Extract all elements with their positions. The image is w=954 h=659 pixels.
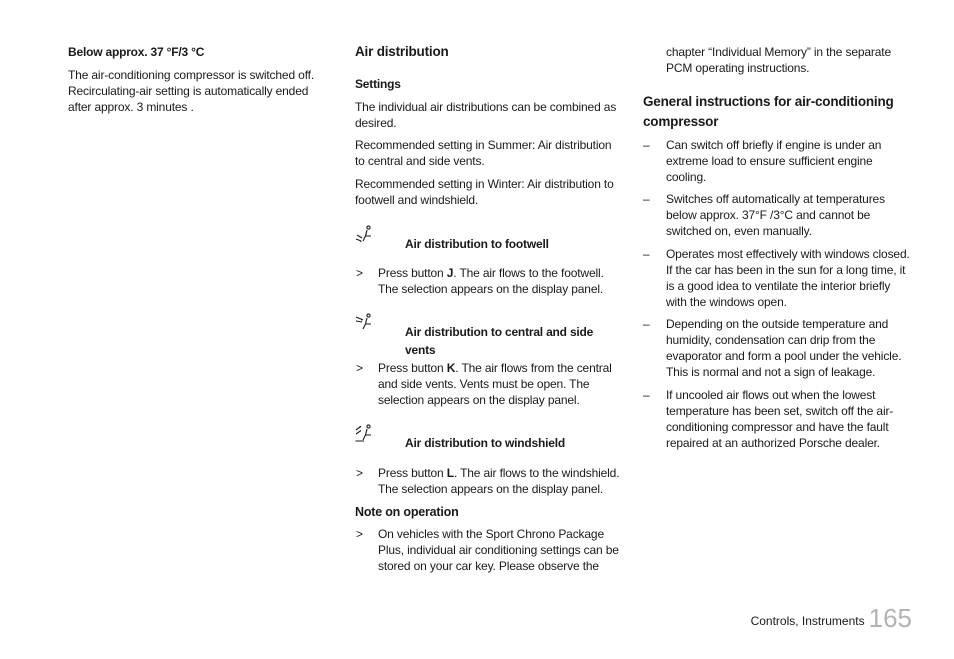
list-item-text: If uncooled air flows out when the lowest temperature has been set, switch off the air-conditioning compressor and have the fault repaired at an authorized Porsche dealer.	[666, 388, 894, 450]
air-central-side-vents-icon	[355, 313, 373, 331]
air-windshield-icon	[355, 424, 373, 442]
subheading-note-on-operation: Note on operation	[355, 505, 459, 519]
bullet-dash: –	[643, 247, 650, 261]
step-text: Press button	[378, 266, 447, 280]
button-key-k: K	[446, 361, 456, 375]
page-footer	[751, 604, 912, 632]
step-marker: >	[356, 266, 363, 280]
list-item	[643, 137, 913, 185]
air-footwell-icon	[355, 225, 373, 243]
paragraph-compressor-off: The air-conditioning compressor is switched off. Recirculating-air setting is automatically ended after approx. 3 minutes .	[68, 68, 315, 114]
list-item	[643, 316, 913, 380]
bullet-dash: –	[643, 317, 650, 331]
list-item	[643, 191, 913, 239]
step-text: Press button	[378, 361, 447, 375]
label-air-central-side-vents: Air distribution to central and side vents	[405, 325, 594, 357]
step-press-j	[355, 265, 623, 297]
step-text: . The air flows to the footwell. The selection appears on the display panel.	[378, 266, 604, 296]
paragraph-continuation: chapter “Individual Memory” in the separate PCM operating instructions.	[666, 45, 891, 75]
bullet-dash: –	[643, 138, 650, 152]
subheading-settings: Settings	[355, 77, 401, 91]
step-text: Press button	[378, 466, 447, 480]
label-air-windshield: Air distribution to windshield	[405, 436, 565, 450]
step-text: . The air flows to the windshield. The selection appears on the display panel.	[378, 466, 620, 496]
note-step	[355, 526, 623, 574]
step-text: . The air flows from the central and side vents. Vents must be open. The selection appears on the display panel.	[378, 361, 612, 407]
paragraph-combined: The individual air distributions can be combined as desired.	[355, 100, 617, 130]
step-marker: >	[356, 466, 363, 480]
list-item-text: Depending on the outside temperature and humidity, condensation can drip from the evaporator and form a pool under the vehicle. This is normal and not a sign of leakage.	[666, 317, 902, 379]
step-marker: >	[356, 361, 363, 375]
section-heading-general-instructions: General instructions for air-conditioning compressor	[643, 94, 894, 129]
paragraph-winter: Recommended setting in Winter: Air distribution to footwell and windshield.	[355, 177, 614, 207]
list-item-text: Can switch off briefly if engine is under an extreme load to ensure sufficient engine cooling.	[666, 138, 882, 184]
list-item	[643, 387, 913, 451]
label-air-footwell: Air distribution to footwell	[405, 237, 549, 251]
page-number: 165	[868, 603, 912, 633]
button-key-l: L	[446, 466, 454, 480]
section-heading-air-distribution: Air distribution	[355, 44, 449, 59]
section-heading-below-37f: Below approx. 37 °F/3 °C	[68, 45, 205, 59]
step-press-l	[355, 465, 623, 497]
button-key-j: J	[446, 266, 454, 280]
step-press-k	[355, 360, 623, 408]
footer-section-title: Controls, Instruments	[750, 614, 865, 628]
list-item-text: Operates most effectively with windows closed. If the car has been in the sun for a long time, it is a good idea to ventilate the interior briefly with the windows open.	[666, 247, 910, 309]
note-text: On vehicles with the Sport Chrono Package Plus, individual air conditioning settings can be stored on your car key. Please observe the	[378, 527, 619, 573]
list-item-text: Switches off automatically at temperatures below approx. 37°F /3°C and cannot be switched on, even manually.	[666, 192, 885, 238]
bullet-dash: –	[643, 192, 650, 206]
bullet-dash: –	[643, 388, 650, 402]
paragraph-summer: Recommended setting in Summer: Air distribution to central and side vents.	[355, 138, 612, 168]
step-marker: >	[356, 527, 363, 541]
list-item	[643, 246, 913, 310]
